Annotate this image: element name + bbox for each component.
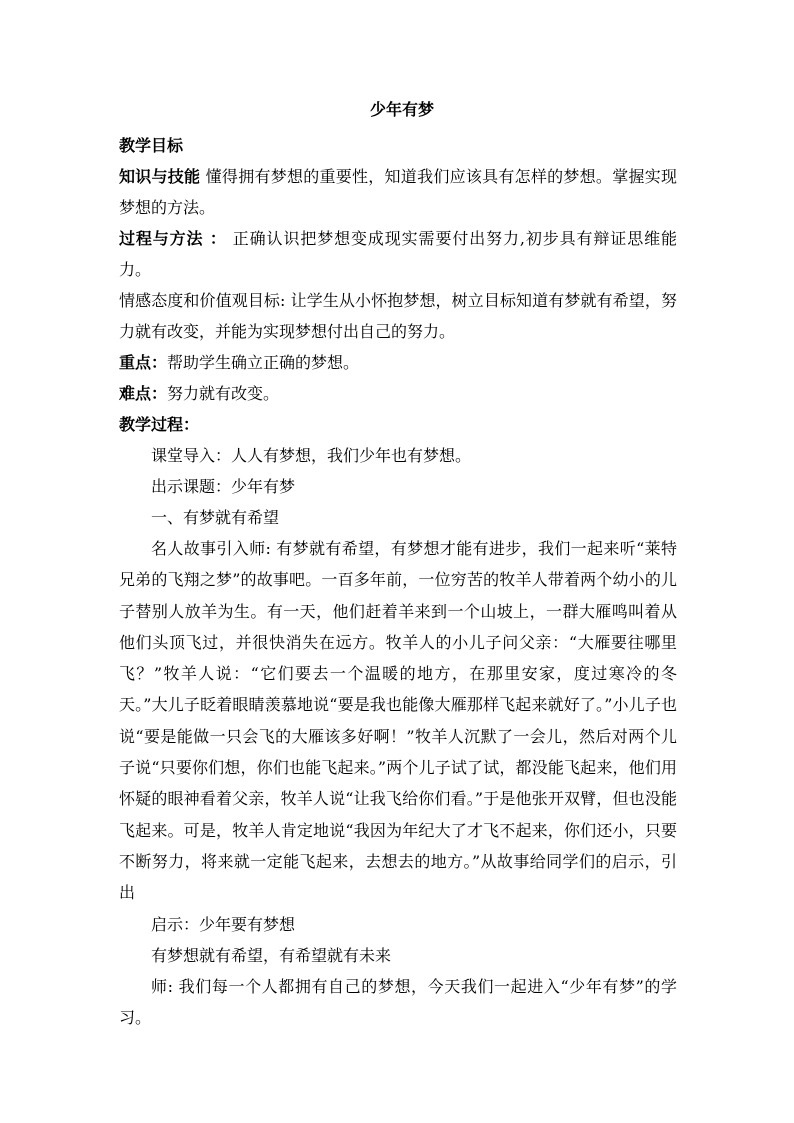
process-heading: 教学过程：	[119, 415, 200, 434]
page-title: 少年有梦	[369, 100, 434, 119]
process-text: 正确认识把梦想变成现实需要付出努力,初步具有辩证思维能力。	[119, 229, 677, 279]
closing-paragraph: 师: 我们每一个人都拥有自己的梦想，今天我们一起进入“少年有梦”的学习。	[119, 976, 677, 1027]
process-paragraph	[119, 223, 677, 285]
inspiration-paragraph: 启示：少年要有梦想	[151, 914, 296, 934]
story-paragraph: 名人故事引入师: 有梦就有希望，有梦想才能有进步，我们一起来听“莱特兄弟的飞翔之梦”的故事吧。一百多年前，一位穷苦的牧羊人带着两个幼小的儿子替别人放羊为生。有一天，他们赶着羊来到一个山坡上，一群大雁鸣叫着从他们头顶飞过，并很快消失在远方。牧羊人的小儿子问父亲：“大雁要往哪里飞？”牧羊人说：“它们要去一个温暖的地方，在那里安家，度过寒冷的冬天。”大儿子眨着眼睛羡慕地说“要是我也能像大雁那样飞起来就好了。”小儿子也说“要是能做一只会飞的大雁该多好啊！”牧羊人沉默了一会儿，然后对两个儿子说“只要你们想，你们也能飞起来。”两个儿子试了试，都没能飞起来，他们用怀疑的眼神看着父亲，牧羊人说“让我飞给你们看。”于是他张开双臂，但也没能飞起来。可是，牧羊人肯定地说“我因为年纪大了才飞不起来，你们还小，只要不断努力，将来就一定能飞起来，去想去的地方。”从故事给同学们的启示，引出	[119, 539, 677, 903]
knowledge-text: 懂得拥有梦想的重要性，知道我们应该具有怎样的梦想。掌握实现梦想的方法。	[119, 167, 677, 217]
key-point-label: 重点：	[119, 353, 168, 372]
difficulty-label: 难点：	[119, 384, 168, 403]
section-one-heading: 一、有梦就有希望	[151, 508, 280, 527]
document-page	[119, 98, 677, 1033]
process-label: 过程与方法 ：	[119, 229, 227, 248]
goals-heading: 教学目标	[119, 136, 184, 155]
difficulty-text: 努力就有改变。	[167, 384, 280, 403]
emotion-paragraph: 情感态度和价值观目标: 让学生从小怀抱梦想，树立目标知道有梦就有希望，努力就有改变，并能为实现梦想付出自己的努力。	[119, 291, 677, 341]
key-point-text: 帮助学生确立正确的梦想。	[167, 353, 360, 372]
difficulty-paragraph	[119, 378, 677, 409]
hope-paragraph: 有梦想就有希望，有希望就有未来	[151, 945, 392, 965]
knowledge-paragraph	[119, 161, 677, 223]
key-point-paragraph	[119, 347, 677, 378]
knowledge-label: 知识与技能	[119, 167, 201, 186]
intro-paragraph: 课堂导入：人人有梦想，我们少年也有梦想。	[151, 446, 472, 465]
show-topic-paragraph: 出示课题：少年有梦	[151, 477, 296, 496]
